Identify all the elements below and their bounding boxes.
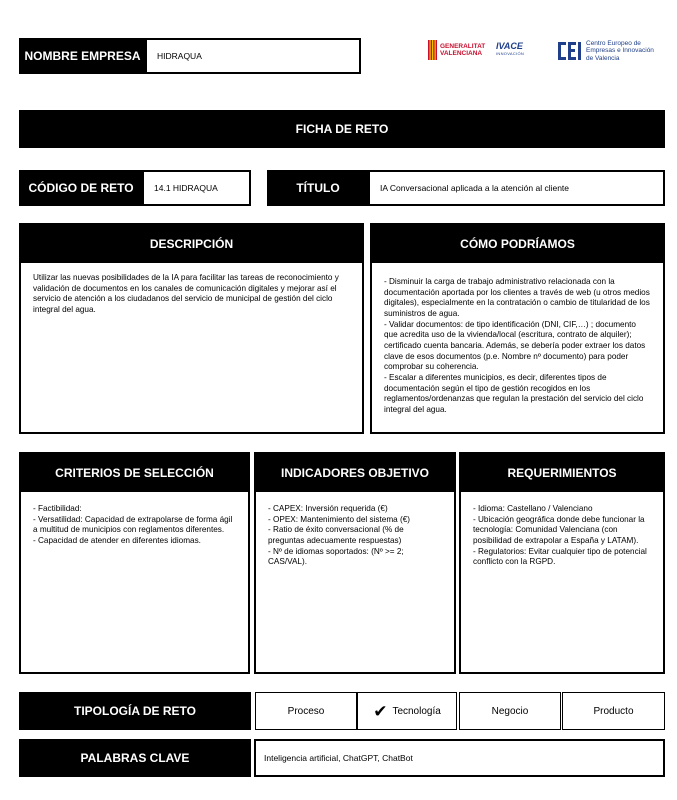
requerimientos-header (461, 454, 663, 492)
tipologia-option-label: Negocio (491, 705, 529, 717)
ceei-line2: Empresas e Innovación (586, 47, 654, 55)
tipologia-option-proceso[interactable] (255, 692, 357, 730)
titulo-label (267, 170, 369, 206)
generalitat-logo (428, 38, 492, 62)
palabras-clave-label-text: PALABRAS CLAVE (80, 751, 190, 765)
tipologia-label-text: TIPOLOGÍA DE RETO (73, 704, 196, 718)
company-value-text: HIDRAQUA (157, 51, 202, 61)
titulo-label-text: TÍTULO (296, 181, 340, 195)
ivace-logo (496, 41, 536, 61)
como-podriamos-header (372, 225, 663, 263)
palabras-clave-value (254, 739, 665, 777)
tipologia-option-label: Tecnología (392, 705, 441, 717)
titulo-value-text: IA Conversacional aplicada a la atención al cliente (380, 183, 570, 193)
indicadores-header (256, 454, 454, 492)
codigo-label (19, 170, 143, 206)
company-value (145, 38, 361, 74)
indicadores-panel (254, 452, 456, 674)
criterios-text: - Factibilidad: - Versatilidad: Capacidad de extrapolarse de forma ágil a multitud de municipios con reglamentos diferentes. - Capacidad de atender en diferentes idiomas. (33, 504, 233, 545)
ceei-logo (556, 38, 666, 64)
ceei-line3: de Valencia (586, 54, 620, 62)
ficha-title: FICHA DE RETO (295, 122, 389, 136)
como-podriamos-panel (370, 223, 665, 434)
palabras-clave-value-text: Inteligencia artificial, ChatGPT, ChatBot (264, 753, 413, 763)
generalitat-line1: GENERALITAT (440, 42, 486, 50)
ficha-title-bar (19, 110, 665, 148)
indicadores-text: - CAPEX: Inversión requerida (€) - OPEX: Mantenimiento del sistema (€) - Ratio de éxito conversacional (% de preguntas adecuamente respuestas) - Nº de idiomas soportados: (Nº >= 2; CAS/VAL). (268, 504, 410, 567)
tipologia-option-label: Proceso (287, 705, 325, 717)
tipologia-option-producto[interactable] (562, 692, 665, 730)
criterios-panel (19, 452, 250, 674)
ceei-emblem-icon (556, 39, 582, 63)
codigo-value (142, 170, 251, 206)
codigo-label-text: CÓDIGO DE RETO (28, 181, 134, 195)
ivace-text: IVACE (496, 41, 523, 51)
generalitat-line2: VALENCIANA (440, 50, 483, 57)
requerimientos-panel (459, 452, 665, 674)
ceei-line1: Centro Europeo de (586, 39, 641, 47)
descripcion-header (21, 225, 362, 263)
check-icon: ✔ (373, 701, 388, 721)
criterios-label: CRITERIOS DE SELECCIÓN (55, 466, 214, 480)
indicadores-label: INDICADORES OBJETIVO (280, 466, 430, 480)
como-podriamos-label: CÓMO PODRÍAMOS (460, 237, 575, 251)
codigo-value-text: 14.1 HIDRAQUA (154, 183, 218, 193)
company-label-text: NOMBRE EMPRESA (24, 49, 141, 63)
titulo-value (368, 170, 665, 206)
requerimientos-text: - Idioma: Castellano / Valenciano - Ubicación geográfica donde debe funcionar la tecnología: Comunidad Valenciana (con posibilidad de extrapolar a España y LATAM). - Regulatorios: Evitar cualquier tipo de potencial conflicto con la RGPD. (473, 504, 647, 567)
descripcion-panel (19, 223, 364, 434)
criterios-header (21, 454, 248, 492)
palabras-clave-label (19, 739, 251, 777)
tipologia-label (19, 692, 251, 730)
descripcion-label: DESCRIPCIÓN (149, 237, 234, 251)
requerimientos-label: REQUERIMIENTOS (507, 466, 617, 480)
company-label (19, 38, 146, 74)
ivace-sub-text: INNOVACIÓN (496, 51, 525, 56)
como-podriamos-text: - Disminuir la carga de trabajo administrativo relacionada con la documentación aportada por los clientes a través de web (u otros medios digitales), especialmente en la contratación o cambio de titularidad de los suministros de agua. - Validar documentos: de tipo identificación (DNI, CIF,…) ; documento que acredita uso de la vivienda/local (escritura, contrato de alquiler); certificado cuenta bancaria. Además, se debería poder extraer los datos clave de esos documentos (p.e. Nombre nº documento) para poder comprobar su coherencia. - Escalar a diferentes municipios, es decir, diferentes tipos de documentación según el tipo de gestión recogidos en los reglamentos/ordenanzas que regulan la prestación del servicio del ciclo integral del agua. (384, 277, 650, 414)
tipologia-option-negocio[interactable] (459, 692, 561, 730)
descripcion-text: Utilizar las nuevas posibilidades de la IA para facilitar las tareas de reconocimiento y validación de documentos en los canales de comunicación digitales y mejorar así el servicio de atención a los ciudadanos del servicio de municipal de gestión del ciclo integral del agua. (33, 273, 339, 314)
generalitat-emblem-icon (428, 40, 437, 60)
tipologia-option-label: Producto (593, 705, 634, 717)
tipologia-option-tecnologia[interactable] (357, 692, 457, 730)
